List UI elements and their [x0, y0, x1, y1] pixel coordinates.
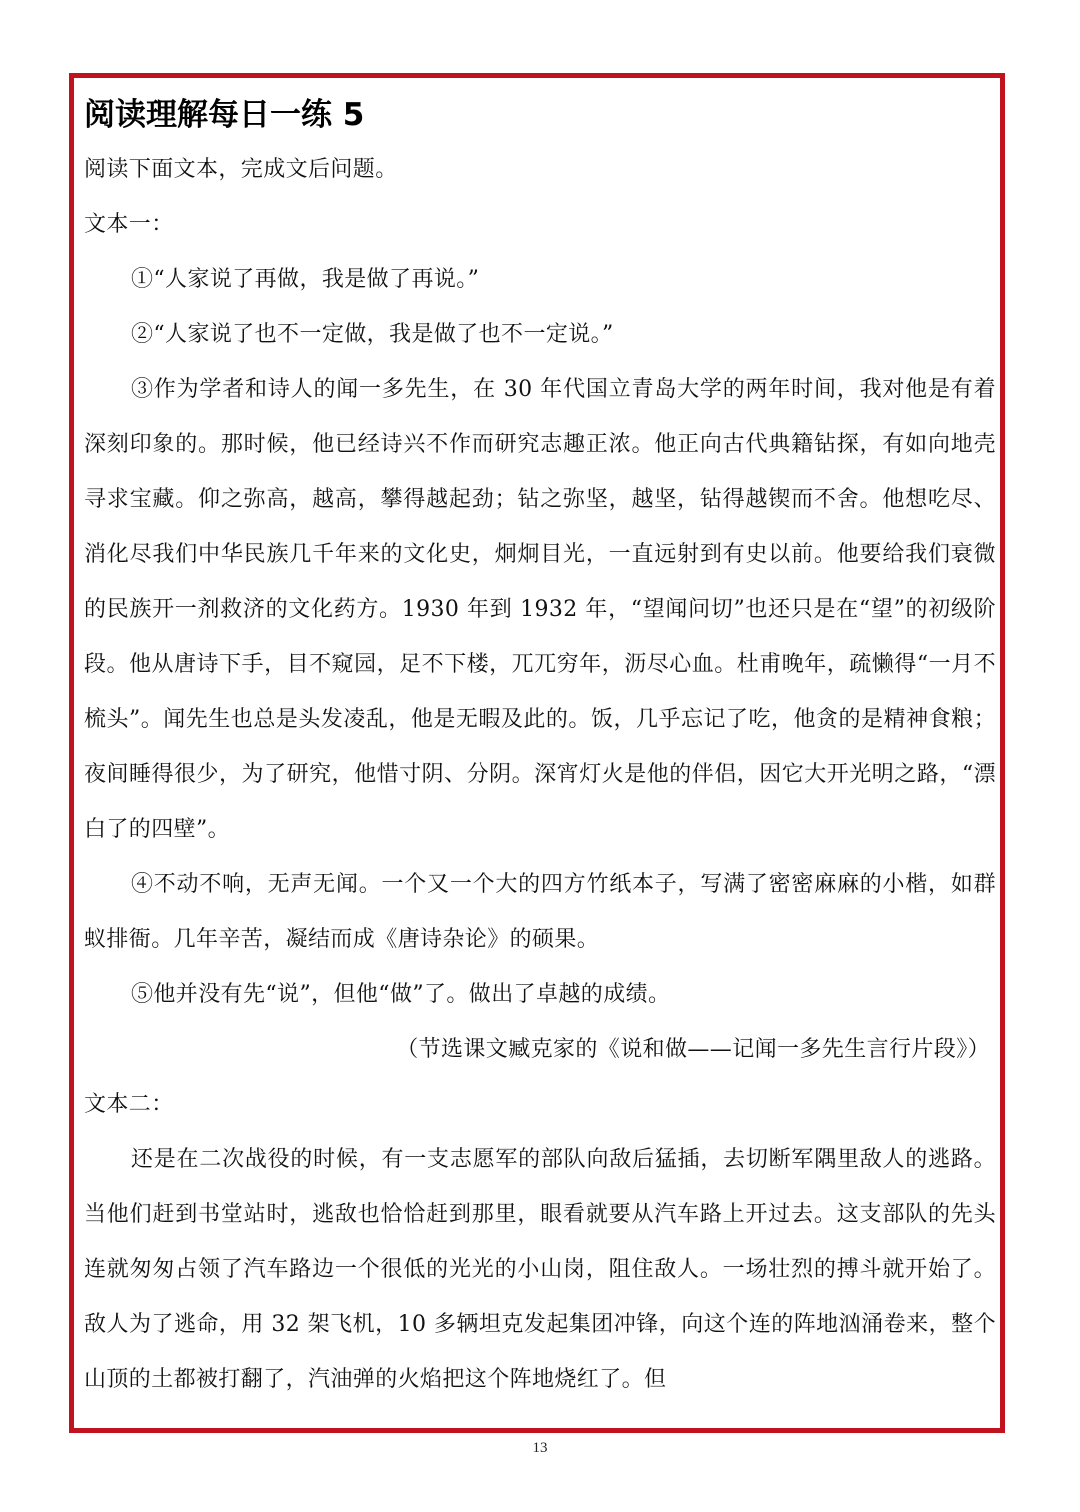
text-one-label: 文本一：: [84, 212, 174, 237]
page-frame: [69, 73, 1005, 1433]
page-number: 13: [532, 1440, 548, 1456]
text-one-paragraph-5: ⑤他并没有先“说”，但他“做”了。做出了卓越的成绩。: [131, 982, 671, 1007]
text-one-paragraph-1: ①“人家说了再做，我是做了再说。”: [131, 267, 480, 292]
instruction-text: 阅读下面文本，完成文后问题。: [84, 157, 398, 182]
text-two-label: 文本二：: [84, 1092, 174, 1117]
text-two-paragraph-1: 还是在二次战役的时候，有一支志愿军的部队向敌后猛插，去切断军隅里敌人的逃路。当他们赶到书堂站时，逃敌也恰恰赶到那里，眼看就要从汽车路上开过去。这支部队的先头连就匆匆占领了汽车路边一个很低的光光的小山岗，阻住敌人。一场壮烈的搏斗就开始了。敌人为了逃命，用 32 架飞机，10 多辆坦克发起集团冲锋，向这个连的阵地汹涌卷来，整个山顶的土都被打翻了，汽油弹的火焰把这个阵地烧红了。但: [84, 1147, 996, 1392]
document-title: 阅读理解每日一练 5: [84, 97, 365, 133]
document-body: [84, 92, 996, 1407]
text-one-paragraph-3: ③作为学者和诗人的闻一多先生，在 30 年代国立青岛大学的两年时间，我对他是有着深刻印象的。那时候，他已经诗兴不作而研究志趣正浓。他正向古代典籍钻探，有如向地壳寻求宝藏。仰之弥高，越高，攀得越起劲；钻之弥坚，越坚，钻得越锲而不舍。他想吃尽、消化尽我们中华民族几千年来的文化史，炯炯目光，一直远射到有史以前。他要给我们衰微的民族开一剂救济的文化药方。1930 年到 1932 年，“望闻问切”也还只是在“望”的初级阶段。他从唐诗下手，目不窥园，足不下楼，兀兀穷年，沥尽心血。杜甫晚年，疏懒得“一月不梳头”。闻先生也总是头发凌乱，他是无暇及此的。饭，几乎忘记了吃，他贪的是精神食粮；夜间睡得很少，为了研究，他惜寸阴、分阴。深宵灯火是他的伴侣，因它大开光明之路，“漂白了的四壁”。: [84, 377, 996, 842]
text-one-source: （节选课文臧克家的《说和做——记闻一多先生言行片段》）: [396, 1037, 990, 1062]
text-one-paragraph-4: ④不动不响，无声无闻。一个又一个大的四方竹纸本子，写满了密密麻麻的小楷，如群蚁排衙。几年辛苦，凝结而成《唐诗杂论》的硕果。: [84, 872, 996, 952]
text-one-paragraph-2: ②“人家说了也不一定做，我是做了也不一定说。”: [131, 322, 614, 347]
